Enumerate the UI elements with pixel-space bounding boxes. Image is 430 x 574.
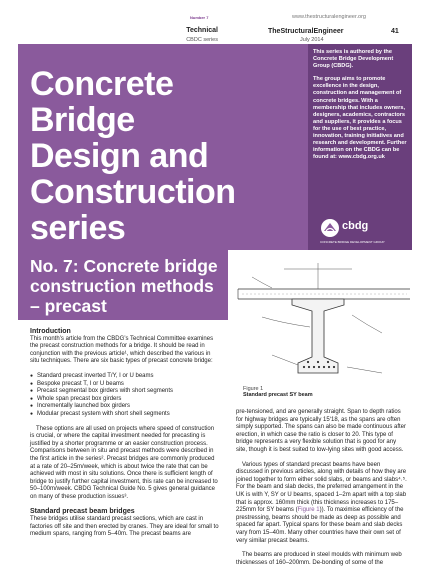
series-title-line: series [30, 209, 126, 247]
body-paragraph: These bridges utilise standard precast sections, which are cast in factories off site and then erected by cranes. They are ideal for small to medium spans, ranging from 5–40m. The precast beams are [30, 516, 219, 538]
article-right-column [236, 409, 408, 574]
issue-date: July 2014 [300, 37, 324, 43]
precast-sy-beam-figure [232, 255, 412, 385]
list-item: ● Modular precast system with short shell segments [30, 411, 220, 419]
section-heading: Standard precast beam bridges [30, 508, 135, 516]
intro-paragraph: This month’s article from the CBDG’s Technical Committee examines the precast construction methods for a bridge. It should be read in conjunction with the previous article¹, which described the various in situ techniques. There are six basic types of precast concrete bridge: [30, 335, 214, 365]
cbdg-logo-icon [320, 218, 340, 238]
series-info-text [313, 49, 409, 167]
cbdg-logo [320, 218, 396, 248]
logo-wordmark: cbdg [342, 220, 369, 232]
body-paragraph: The beams are produced in steel moulds with minimum web thicknesses of 160–200mm. De-bonding of some of the [236, 552, 402, 566]
website-url[interactable]: www.thestructuralengineer.org [292, 14, 366, 20]
article-left-column [30, 328, 220, 546]
article-subtitle: No. 7: Concrete bridge construction methods – precast [30, 256, 218, 316]
body-text: Various types of standard precast beams have been discussed in previous articles, along with details of how they are joined together to form either solid slabs, or beams and slabs⁴˒⁵. For the beam and slab decks, the preferred arrangement in the UK is with Y, SY or U beams, spaced 1–2m apart with a top slab that is approx. 160mm thick (this thickness increases to 175–225mm for SY beams ( [236, 461, 407, 514]
figure-caption: Standard precast SY beam [243, 392, 313, 398]
body-paragraph [236, 462, 408, 546]
bridge-types-list [30, 373, 220, 419]
figure-reference-link[interactable]: Figure 1 [297, 507, 320, 514]
body-paragraph: These options are all used on projects where speed of construction is crucial, or where the capital investment needed for precasting is justified by a shorter programme or an easier construction process. Comparisons between in situ and precast methods were described in the first article in the series². Precast bridges are commonly produced at a rate of 20–25m/week, which is about twice the rate that can be achieved with most in situ solutions. Once there is sufficient length of bridge to justify further capital investment, this rate can be increased to 50–100m/week. CBDG Technical Guide No. 5 gives general guidance on many of these production issues³. [30, 425, 218, 500]
section-label: Technical [186, 27, 218, 34]
list-item: ● Incrementally launched box girders [30, 403, 220, 411]
intro-heading: Introduction [30, 328, 71, 335]
series-title-line: Concrete [30, 65, 174, 103]
series-title-line: Design and [30, 137, 209, 175]
logo-subtitle: CONCRETE BRIDGE DEVELOPMENT GROUP [320, 240, 385, 244]
list-item: ● Bespoke precast T, I or U beams [30, 381, 220, 389]
issue-number-tag: Number 7 [190, 15, 209, 20]
list-item: ● Standard precast inverted T/Y, I or U beams [30, 373, 220, 381]
publication-title: TheStructuralEngineer [268, 28, 344, 35]
body-text: )). To maximise efficiency of the prestressing, beams should be made as deep as possible and spaced far apart. Typical spans for these beam and slab decks vary from 15–40m. Many other countries have their own set of very similar precast beams. [236, 507, 404, 544]
series-label: CBDC series [186, 37, 218, 43]
list-item: ● Whole span precast box girders [30, 396, 220, 404]
series-title-line: Bridge [30, 101, 135, 139]
series-title [30, 66, 300, 246]
body-paragraph: pre-tensioned, and are generally straight. Span to depth ratios for highway bridges are typically 15‘18, as the spans are often simply supported. The spans can also be made continuous after erection, in which case the ratio is closer to 20. This type of bridge represents a very flexible solution that is good for any site, though it is best suited to low-lying sites with good access. [236, 409, 406, 453]
figure-number: Figure 1 [243, 386, 264, 392]
series-title-line: Construction [30, 173, 236, 211]
series-info-para: This series is authored by the Concrete Bridge Development Group (CBDG). [313, 49, 394, 70]
series-info-para: The group aims to promote excellence in the design, construction and management of concrete bridges. With a membership that includes owners, designers, academics, contractors and suppliers, it provides a focus for the use of best practice, innovation, training initiatives and research and development. Further information on the CBDG can be found at: www.cbdg.org.uk [313, 76, 407, 161]
page-number: 41 [391, 28, 399, 35]
list-item: ● Precast segmental box girders with short segments [30, 388, 220, 396]
